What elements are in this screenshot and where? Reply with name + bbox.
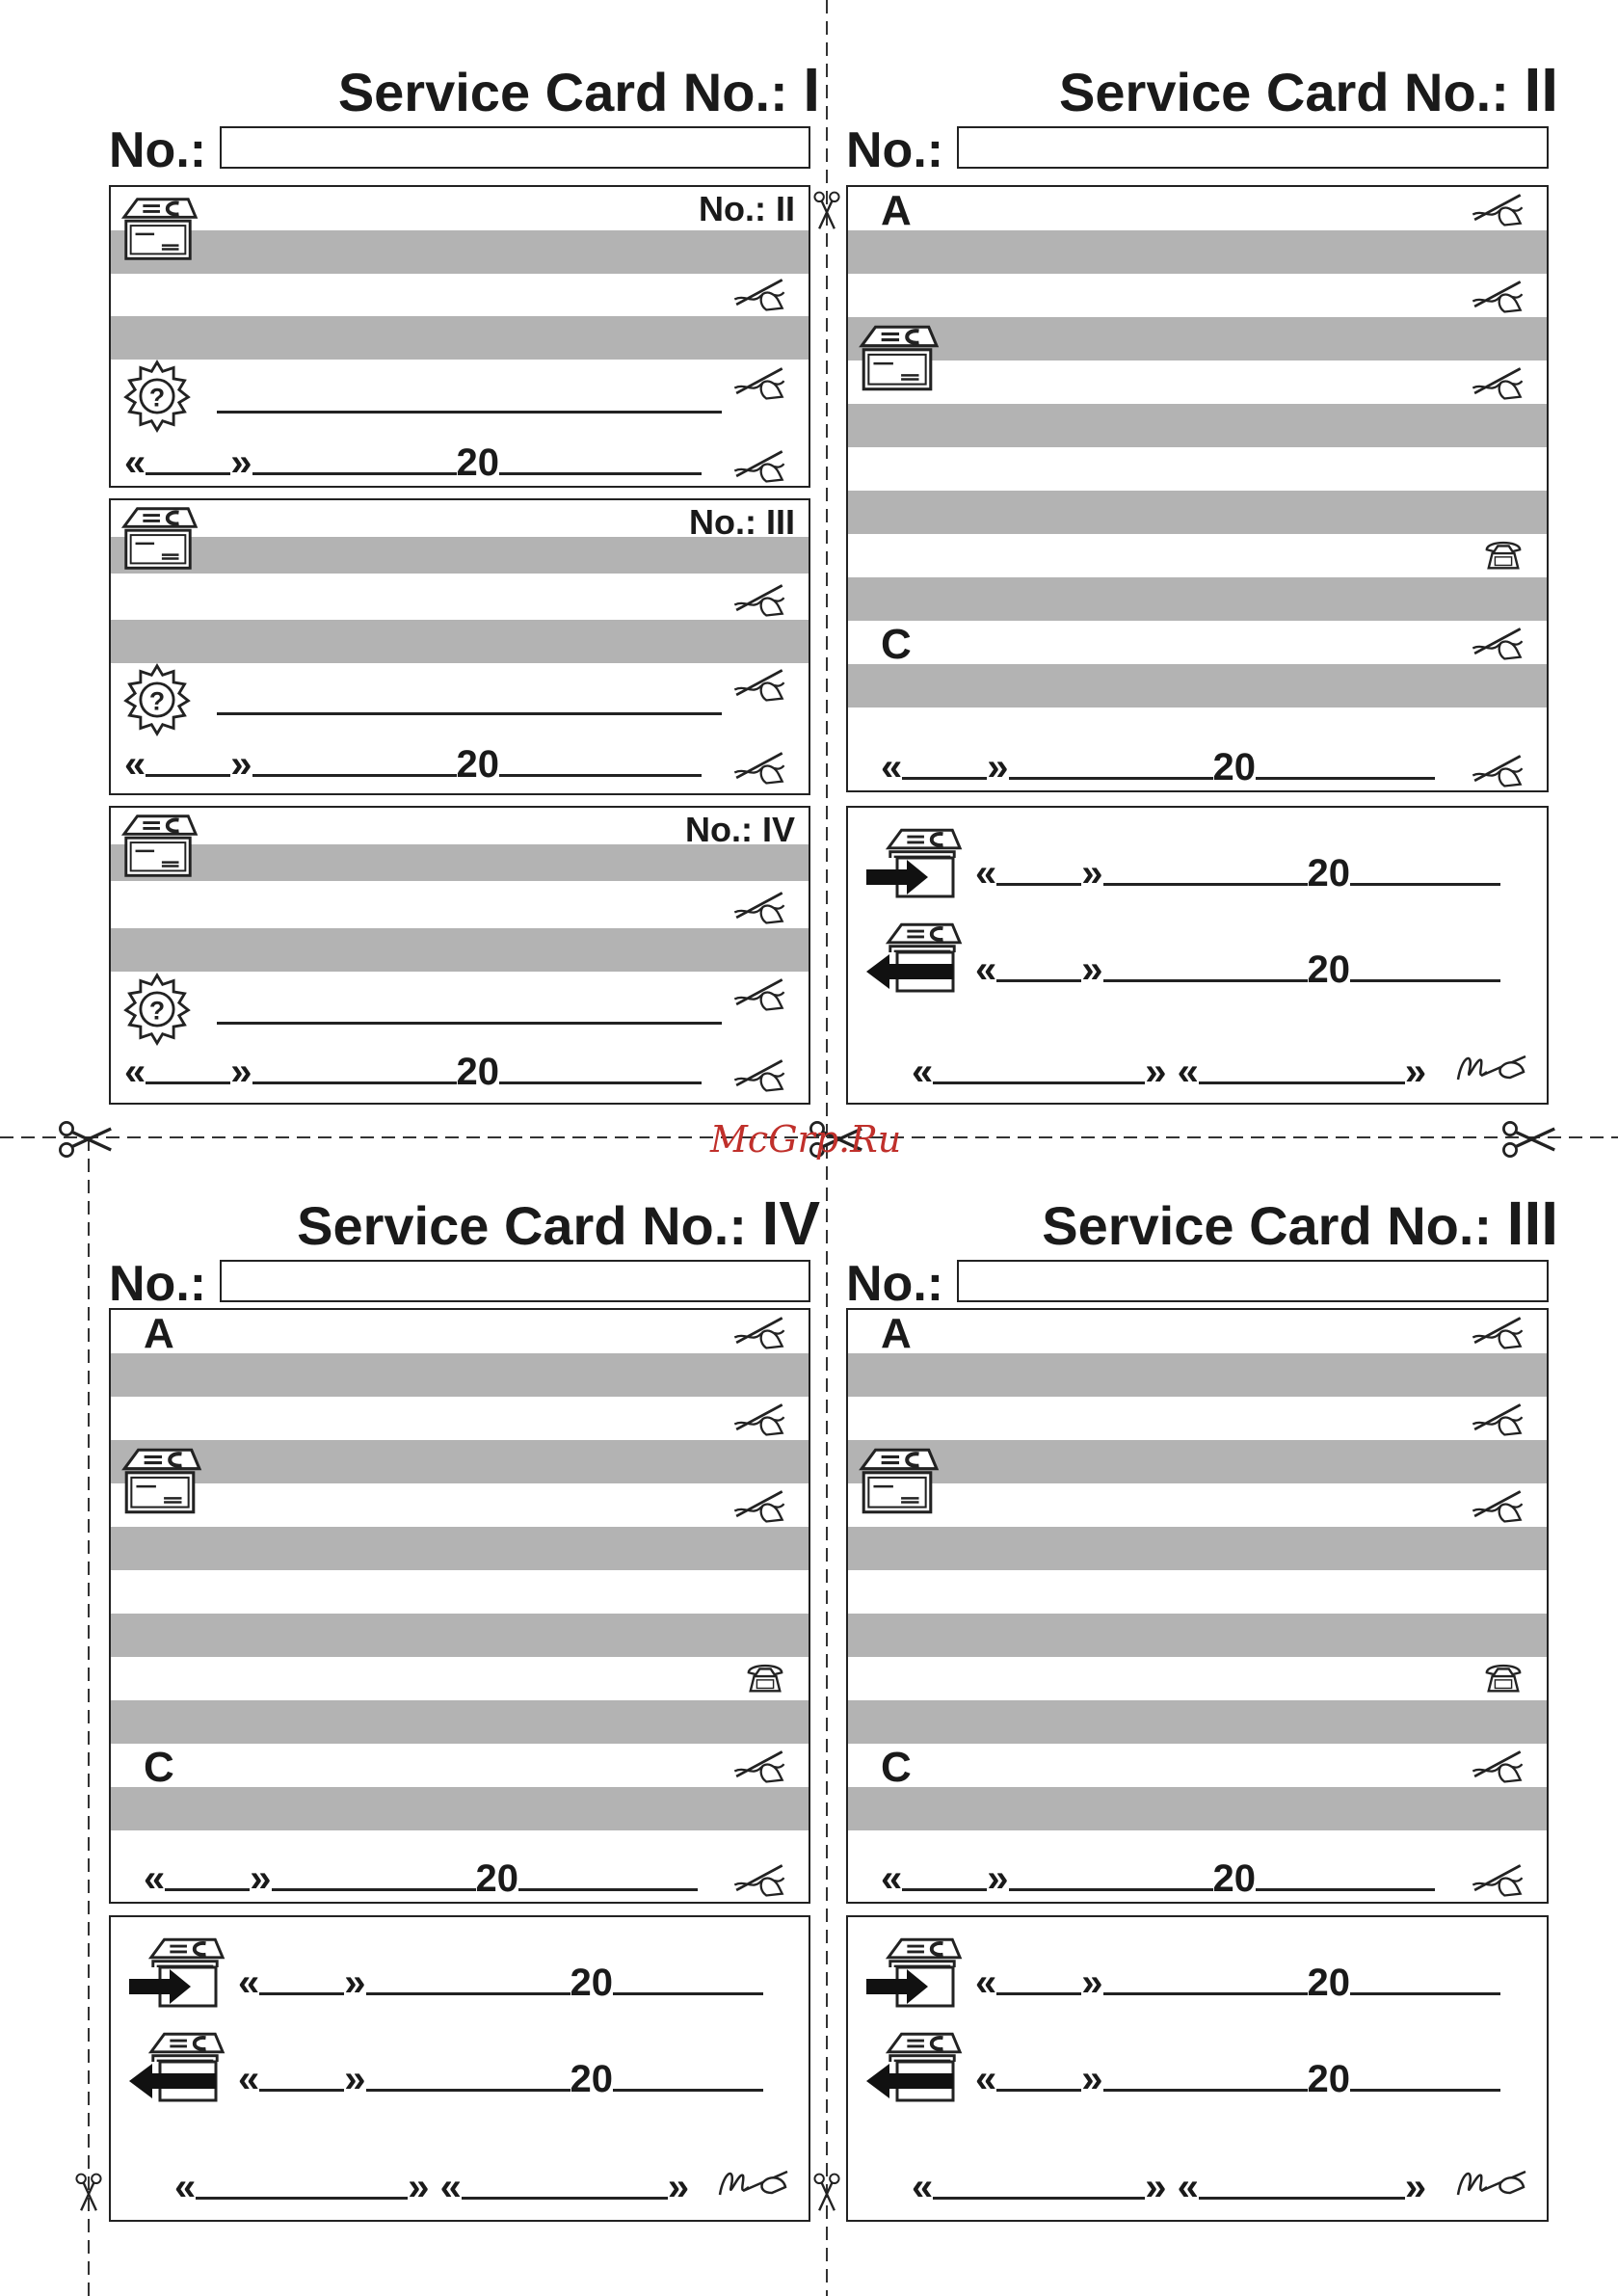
service-station-icon [881, 916, 964, 952]
coupon-card [109, 806, 810, 1105]
service-station-icon [881, 821, 964, 858]
service-station-icon [854, 1443, 941, 1520]
signature-pen-icon [1466, 1485, 1527, 1526]
date-line[interactable]: « » 20 [881, 748, 1435, 787]
name-signature-line[interactable]: « » « » [912, 2166, 1427, 2208]
signature-pen-icon [1466, 1399, 1527, 1439]
number-label: No.: [846, 1256, 944, 1312]
service-record-card [109, 1308, 810, 1904]
gear-question-icon [119, 359, 196, 434]
number-label: No.: [846, 122, 944, 178]
signature-pen-icon [728, 1746, 789, 1786]
signature-pen-icon [728, 274, 789, 314]
stamp-signature-icon [1452, 1047, 1529, 1089]
section-a-label: A [881, 1310, 912, 1357]
stamp-signature-icon [1452, 2162, 1529, 2204]
service-record-card [846, 1308, 1549, 1904]
coupon-card [109, 498, 810, 795]
date-line[interactable]: « » 20 [124, 1053, 702, 1091]
card-title: Service Card No.: II [1059, 55, 1558, 124]
scissors-icon [808, 2173, 846, 2215]
signature-pen-icon [728, 747, 789, 788]
scissors-icon [1498, 1118, 1565, 1161]
card-title: Service Card No.: I [337, 55, 820, 124]
date-line[interactable]: « » 20 [144, 1859, 698, 1898]
service-station-icon [881, 2025, 964, 2062]
arrow-in-icon [862, 856, 958, 898]
service-station-icon [117, 810, 199, 883]
watermark: McGrp.Ru [710, 1118, 902, 1161]
coupon-number: No.: III [689, 502, 795, 542]
card-number-field[interactable] [220, 126, 810, 169]
name-signature-line[interactable]: « » « » [912, 1051, 1427, 1093]
card-number-field[interactable] [220, 1260, 810, 1302]
coupon-number: No.: IV [685, 810, 795, 849]
signature-pen-icon [728, 1055, 789, 1095]
service-station-icon [117, 191, 199, 268]
coupon-number: No.: II [699, 189, 795, 228]
service-station-icon [144, 2025, 226, 2062]
signature-pen-icon [1466, 1746, 1527, 1786]
signature-pen-icon [728, 664, 789, 705]
arrow-in-icon [124, 1965, 221, 2008]
transfer-card [846, 806, 1549, 1105]
fault-description-line[interactable] [217, 411, 722, 414]
date-line[interactable]: « » 20 [124, 443, 702, 482]
signature-pen-icon [1466, 189, 1527, 229]
signature-pen-icon [1466, 362, 1527, 403]
signature-pen-icon [1466, 623, 1527, 663]
stamp-signature-icon [714, 2162, 791, 2204]
card-title: Service Card No.: III [1042, 1188, 1558, 1258]
section-a-label: A [881, 187, 912, 234]
date-line[interactable]: « » 20 [238, 1963, 763, 2002]
arrow-out-icon [862, 950, 958, 993]
gear-question-icon [119, 662, 196, 737]
signature-pen-icon [1466, 276, 1527, 316]
service-record-card [846, 185, 1549, 792]
service-station-icon [144, 1931, 226, 1967]
section-a-label: A [144, 1310, 174, 1357]
date-line[interactable]: « » 20 [975, 854, 1500, 893]
scissors-icon [54, 1118, 121, 1161]
gear-question-icon [119, 972, 196, 1047]
section-c-label: C [144, 1744, 174, 1791]
service-station-icon [854, 320, 941, 397]
signature-pen-icon [728, 1399, 789, 1439]
signature-pen-icon [728, 1859, 789, 1900]
service-station-icon [117, 1443, 203, 1520]
coupon-card [109, 185, 810, 488]
date-line[interactable]: « » 20 [975, 950, 1500, 989]
arrow-out-icon [124, 2060, 221, 2102]
date-line[interactable]: « » 20 [124, 745, 702, 784]
date-line[interactable]: « » 20 [881, 1859, 1435, 1898]
signature-pen-icon [728, 887, 789, 927]
signature-pen-icon [1466, 750, 1527, 790]
signature-pen-icon [1466, 1859, 1527, 1900]
number-label: No.: [109, 1256, 207, 1312]
card-title: Service Card No.: IV [297, 1188, 820, 1258]
telephone-icon [1483, 1659, 1524, 1695]
signature-pen-icon [728, 445, 789, 486]
signature-pen-icon [728, 1312, 789, 1352]
fault-description-line[interactable] [217, 1022, 722, 1025]
signature-pen-icon [728, 579, 789, 620]
signature-pen-icon [728, 362, 789, 403]
arrow-in-icon [862, 1965, 958, 2008]
service-station-icon [117, 502, 199, 575]
transfer-card [109, 1915, 810, 2222]
telephone-icon [1483, 536, 1524, 573]
date-line[interactable]: « » 20 [975, 1963, 1500, 2002]
name-signature-line[interactable]: « » « » [174, 2166, 690, 2208]
transfer-card [846, 1915, 1549, 2222]
date-line[interactable]: « » 20 [238, 2060, 763, 2098]
signature-pen-icon [1466, 1312, 1527, 1352]
telephone-icon [745, 1659, 785, 1695]
card-number-field[interactable] [957, 126, 1549, 169]
number-label: No.: [109, 122, 207, 178]
signature-pen-icon [728, 974, 789, 1014]
scissors-icon [69, 2173, 108, 2215]
service-station-icon [881, 1931, 964, 1967]
date-line[interactable]: « » 20 [975, 2060, 1500, 2098]
section-c-label: C [881, 1744, 912, 1791]
signature-pen-icon [728, 1485, 789, 1526]
section-c-label: C [881, 621, 912, 668]
card-number-field[interactable] [957, 1260, 1549, 1302]
scissors-icon [808, 191, 846, 233]
fault-description-line[interactable] [217, 712, 722, 715]
arrow-out-icon [862, 2060, 958, 2102]
